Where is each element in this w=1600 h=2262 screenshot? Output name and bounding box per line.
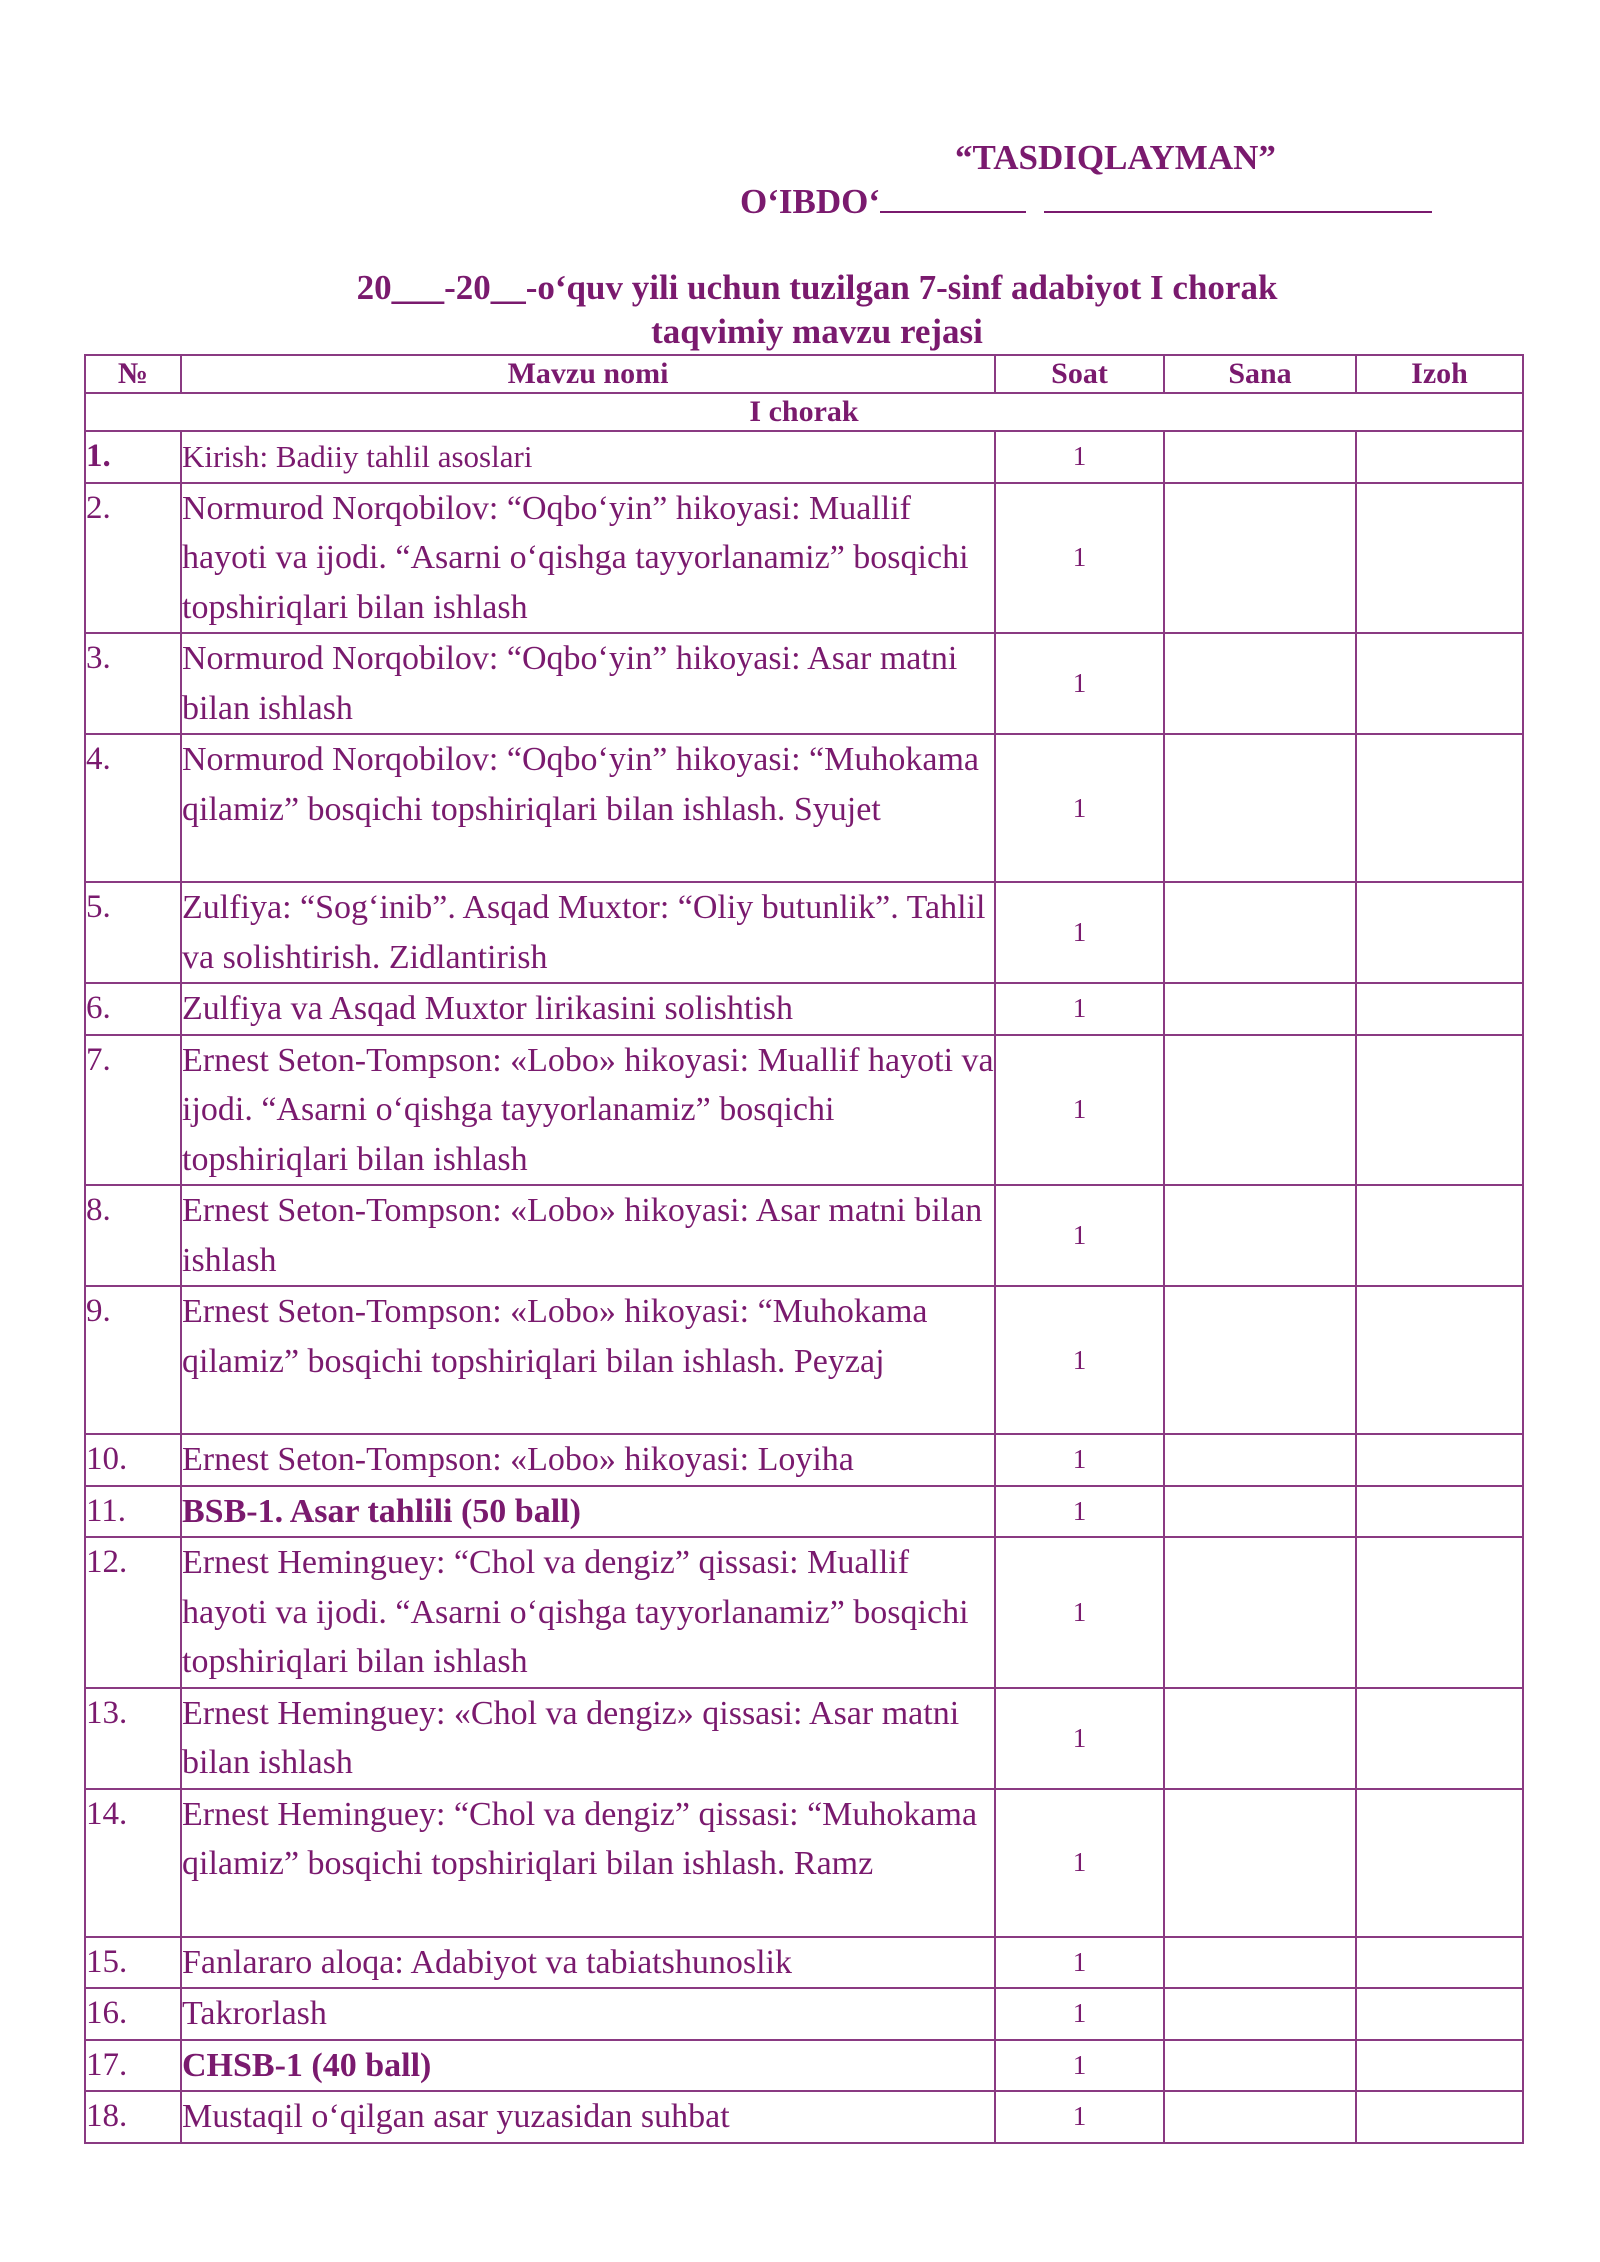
row-note [1356,1537,1523,1688]
row-topic: Ernest Heminguey: «Chol va dengiz» qissasi: Asar matni bilan ishlash [181,1688,995,1789]
row-hours: 1 [995,431,1164,483]
row-hours: 1 [995,633,1164,734]
row-topic: Ernest Seton-Tompson: «Lobo» hikoyasi: “Muhokama qilamiz” bosqichi topshiriqlari bilan ishlash. Peyzaj [181,1286,995,1434]
section-row [85,393,1523,431]
row-date [1164,2091,1356,2143]
table-row [85,882,1523,983]
section-label: I chorak [85,393,1523,431]
row-number: 18. [85,2091,181,2143]
column-header-hours: Soat [995,355,1164,393]
row-note [1356,983,1523,1035]
row-date [1164,483,1356,634]
row-number: 12. [85,1537,181,1688]
column-header-topic: Mavzu nomi [181,355,995,393]
row-topic: Normurod Norqobilov: “Oqbo‘yin” hikoyasi: “Muhokama qilamiz” bosqichi topshiriqlari bilan ishlash. Syujet [181,734,995,882]
row-date [1164,1937,1356,1989]
row-note [1356,2091,1523,2143]
row-topic: Kirish: Badiiy tahlil asoslari [181,431,995,483]
row-date [1164,633,1356,734]
row-hours: 1 [995,483,1164,634]
row-note [1356,1185,1523,1286]
row-topic: Normurod Norqobilov: “Oqbo‘yin” hikoyasi: Asar matni bilan ishlash [181,633,995,734]
table-row [85,1035,1523,1186]
row-number: 14. [85,1789,181,1937]
approval-heading: “TASDIQLAYMAN” [955,138,1276,177]
row-note [1356,431,1523,483]
column-header-date: Sana [1164,355,1356,393]
row-number: 8. [85,1185,181,1286]
row-date [1164,1434,1356,1486]
row-hours: 1 [995,1688,1164,1789]
row-topic: Ernest Heminguey: “Chol va dengiz” qissasi: Muallif hayoti va ijodi. “Asarni o‘qishga tayyorlanamiz” bosqichi topshiriqlari bilan ishlash [181,1537,995,1688]
row-number: 5. [85,882,181,983]
row-number: 7. [85,1035,181,1186]
row-date [1164,2040,1356,2092]
row-note [1356,734,1523,882]
table-row [85,2040,1523,2092]
row-note [1356,633,1523,734]
row-hours: 1 [995,882,1164,983]
row-number: 4. [85,734,181,882]
row-topic: BSB-1. Asar tahlili (50 ball) [181,1486,995,1538]
row-note [1356,1286,1523,1434]
director-label: O‘IBDO‘ [740,182,880,221]
table-row [85,1688,1523,1789]
row-number: 15. [85,1937,181,1989]
row-date [1164,1789,1356,1937]
row-date [1164,1486,1356,1538]
table-row [85,633,1523,734]
table-row [85,1434,1523,1486]
signature-blank [1044,183,1432,213]
row-note [1356,1988,1523,2040]
row-note [1356,1937,1523,1989]
row-topic: Fanlararo aloqa: Adabiyot va tabiatshunoslik [181,1937,995,1989]
row-date [1164,1185,1356,1286]
row-number: 11. [85,1486,181,1538]
row-topic: Mustaqil o‘qilgan asar yuzasidan suhbat [181,2091,995,2143]
table-row [85,431,1523,483]
column-header-note: Izoh [1356,355,1523,393]
row-date [1164,983,1356,1035]
table-row [85,1937,1523,1989]
row-topic: Ernest Seton-Tompson: «Lobo» hikoyasi: Asar matni bilan ishlash [181,1185,995,1286]
row-number: 1. [85,431,181,483]
row-number: 6. [85,983,181,1035]
row-topic: Ernest Seton-Tompson: «Lobo» hikoyasi: Muallif hayoti va ijodi. “Asarni o‘qishga tayyorlanamiz” bosqichi topshiriqlari bilan ishlash [181,1035,995,1186]
row-hours: 1 [995,734,1164,882]
row-note [1356,1035,1523,1186]
row-hours: 1 [995,1486,1164,1538]
row-number: 17. [85,2040,181,2092]
table-row [85,1988,1523,2040]
row-date [1164,1988,1356,2040]
document-title: 20___-20__-o‘quv yili uchun tuzilgan 7-sinf adabiyot I chorak [356,268,1278,307]
row-hours: 1 [995,1789,1164,1937]
row-hours: 1 [995,1537,1164,1688]
column-header-number: № [85,355,181,393]
row-hours: 1 [995,1286,1164,1434]
table-row [85,1537,1523,1688]
row-number: 10. [85,1434,181,1486]
director-name-blank [880,183,1026,213]
row-hours: 1 [995,1035,1164,1186]
row-date [1164,431,1356,483]
row-number: 2. [85,483,181,634]
row-note [1356,483,1523,634]
row-note [1356,882,1523,983]
row-topic: Normurod Norqobilov: “Oqbo‘yin” hikoyasi: Muallif hayoti va ijodi. “Asarni o‘qishga tayyorlanamiz” bosqichi topshiriqlari bilan ishlash [181,483,995,634]
table-row [85,2091,1523,2143]
table-row [85,1286,1523,1434]
row-date [1164,882,1356,983]
row-topic: CHSB-1 (40 ball) [181,2040,995,2092]
row-hours: 1 [995,1937,1164,1989]
row-date [1164,734,1356,882]
row-hours: 1 [995,1185,1164,1286]
row-note [1356,1789,1523,1937]
table-row [85,1185,1523,1286]
table-row [85,983,1523,1035]
table-row [85,1789,1523,1937]
director-signature-line [740,182,1432,222]
row-note [1356,2040,1523,2092]
lesson-plan-table [84,354,1524,2144]
row-date [1164,1286,1356,1434]
table-row [85,483,1523,634]
row-date [1164,1688,1356,1789]
row-topic: Zulfiya va Asqad Muxtor lirikasini solishtish [181,983,995,1035]
document-subtitle: taqvimiy mavzu rejasi [651,312,983,351]
row-date [1164,1537,1356,1688]
row-hours: 1 [995,2040,1164,2092]
row-topic: Ernest Heminguey: “Chol va dengiz” qissasi: “Muhokama qilamiz” bosqichi topshiriqlari bilan ishlash. Ramz [181,1789,995,1937]
row-topic: Takrorlash [181,1988,995,2040]
row-note [1356,1486,1523,1538]
row-note [1356,1688,1523,1789]
row-hours: 1 [995,1434,1164,1486]
row-date [1164,1035,1356,1186]
row-number: 9. [85,1286,181,1434]
row-hours: 1 [995,2091,1164,2143]
row-hours: 1 [995,1988,1164,2040]
row-topic: Zulfiya: “Sog‘inib”. Asqad Muxtor: “Oliy butunlik”. Tahlil va solishtirish. Zidlantirish [181,882,995,983]
table-row [85,1486,1523,1538]
row-hours: 1 [995,983,1164,1035]
row-note [1356,1434,1523,1486]
row-topic: Ernest Seton-Tompson: «Lobo» hikoyasi: Loyiha [181,1434,995,1486]
row-number: 3. [85,633,181,734]
table-header-row [85,355,1523,393]
table-row [85,734,1523,882]
row-number: 13. [85,1688,181,1789]
row-number: 16. [85,1988,181,2040]
